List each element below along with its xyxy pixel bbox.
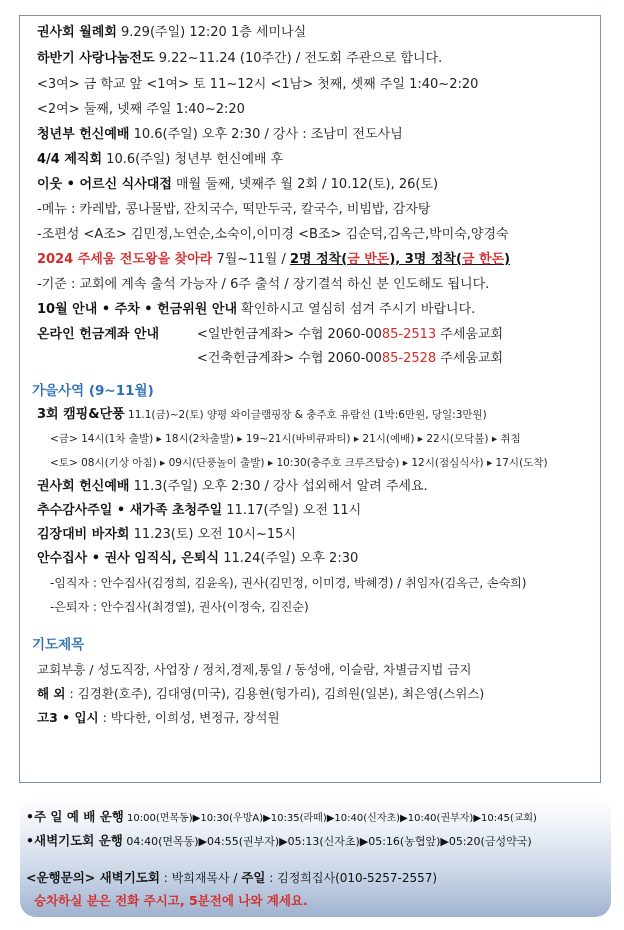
announce-line (37, 126, 403, 144)
bus-line (26, 809, 537, 827)
fall-line (37, 478, 428, 496)
fall-line: <토> 08시(기상 아침) ▸ 09시(단풍놀이 출발) ▸ 10:30(충주호 크루즈탑승) ▸ 12시(점심식사) ▸ 17시(도착) (50, 457, 548, 469)
item-detail: 매월 둘째, 넷째주 월 2회 / 10.12(토), 26(토) (171, 177, 439, 192)
announce-line: <3여> 금 학교 앞 <1여> 토 11~12시 <1남> 첫째, 셋째 주일 1:40~2:20 (37, 77, 479, 92)
announcement-box (19, 15, 601, 783)
item-title: 추수감사주일 • 새가족 초청주일 (37, 503, 223, 518)
account-line: <건축헌금계좌> 수협 2060-0085-2528 주세움교회 (197, 351, 504, 366)
item-detail: 9.22~11.24 (10주간) / 전도회 주관으로 합니다. (154, 51, 443, 66)
item-detail: 11.23(토) 오전 10시~15시 (129, 527, 296, 542)
item-detail: 11.17(주일) 오전 11시 (222, 503, 362, 518)
announce-line: -메뉴 : 카레밥, 콩나물밥, 잔치국수, 떡만두국, 칼국수, 비빔밥, 감자탕 (37, 202, 431, 217)
item-title: <운행문의> 새벽기도회 (26, 870, 160, 885)
item-title: 해 외 (37, 686, 66, 701)
section-title-fall: 가을사역 (9~11월) (32, 383, 154, 399)
item-title: 청년부 헌신예배 (37, 127, 130, 142)
item-detail: 11.1(금)~2(토) 양평 와이글램핑장 & 충주호 유람선 (1박:6만원, 당일:3만원) (124, 409, 487, 421)
item-detail: 확인하시고 열심히 섬겨 주시기 바랍니다. (237, 302, 476, 317)
item-title: 2024 주세움 전도왕을 찾아라 (37, 252, 213, 267)
fall-line: -은퇴자 : 안수집사(최경열), 권사(이정숙, 김진순) (50, 600, 309, 614)
announce-line (37, 24, 306, 42)
fall-line: -임직자 : 안수집사(김정희, 김윤옥), 권사(김민정, 이미경, 박혜경) / 취임자(김옥근, 손숙희) (50, 576, 527, 590)
announce-line: <2여> 둘째, 넷째 주일 1:40~2:20 (37, 102, 245, 117)
item-title: •주 일 예 배 운행 (26, 809, 124, 824)
announce-line: -기준 : 교회에 계속 출석 가능자 / 6주 출석 / 장기결석 하신 분 인도해도 됩니다. (37, 277, 490, 292)
item-detail: 10:00(면목동)▶10:30(우방A)▶10:35(라떼)▶10:40(신자초)▶10:40(권부자)▶10:45(교회) (123, 813, 537, 824)
item-title: 고3 • 입시 (37, 710, 99, 725)
item-detail: 11.3(주일) 오후 2:30 / 강사 섭외해서 알려 주세요. (129, 479, 428, 494)
fall-line: <금> 14시(1차 출발) ▸ 18시(2차출발) ▸ 19~21시(바비큐파티) ▸ 21시(예배) ▸ 22시(모닥불) ▸ 취침 (50, 433, 521, 445)
fall-line (37, 526, 296, 544)
announce-line (37, 151, 283, 169)
bus-info-panel (20, 797, 611, 917)
announce-line (37, 301, 475, 319)
item-detail: 7월~11월 / (212, 252, 290, 267)
item-title: 온라인 헌금계좌 안내 (37, 327, 160, 342)
announce-line: -조편성 <A조> 김민정,노연순,소숙이,이미경 <B조> 김순덕,김옥근,박미숙,양경숙 (37, 227, 509, 242)
account-line: <일반헌금계좌> 수협 2060-0085-2513 주세움교회 (197, 327, 504, 342)
announce-line (37, 251, 510, 269)
fall-line (37, 550, 358, 568)
prayer-line (37, 709, 280, 727)
item-detail: 04:40(면목동)▶04:55(권부자)▶05:13(신자초)▶05:16(농협앞)▶05:20(금성약국) (122, 835, 532, 848)
prize-text: 2명 정착(금 반돈), 3명 정착(금 한돈) (289, 252, 511, 267)
item-title: 김장대비 바자회 (37, 527, 130, 542)
section-title-prayer: 기도제목 (32, 637, 85, 653)
item-detail: 11.24(주일) 오후 2:30 (219, 551, 359, 566)
item-title: 4/4 제직회 (37, 152, 103, 167)
announce-line (37, 50, 442, 68)
item-title: 권사회 월례회 (37, 25, 117, 40)
contact-line: <운행문의> 새벽기도회 : 박희재목사 / 주일 : 김정희집사(010-5257-2557) (26, 870, 438, 885)
fall-line (37, 406, 487, 424)
notice-text: 승차하실 분은 전화 주시고, 5분전에 나와 계세요. (34, 893, 308, 908)
item-detail: 10.6(주일) 오후 2:30 / 강사 : 조남미 전도사님 (129, 127, 403, 142)
item-detail: : 박다한, 이희성, 변정규, 장석원 (98, 710, 280, 725)
item-title: 이웃 • 어르신 식사대접 (37, 177, 172, 192)
prayer-line (37, 685, 484, 703)
announce-line (37, 176, 438, 194)
item-title: 권사회 헌신예배 (37, 479, 130, 494)
announce-line (37, 326, 159, 344)
item-detail: : 김경환(호주), 김대영(미국), 김용현(헝가리), 김희원(일본), 최은영(스위스) (65, 686, 485, 701)
item-title: 하반기 사랑나눔전도 (37, 51, 155, 66)
item-title: 안수집사 • 권사 임직식, 은퇴식 (37, 551, 220, 566)
bus-line (26, 833, 532, 850)
prayer-line: 교회부흥 / 성도직장, 사업장 / 정치,경제,통일 / 동성애, 이슬람, 차별금지법 금지 (37, 662, 472, 677)
item-title: 3회 캠핑&단풍 (37, 407, 125, 422)
item-title: •새벽기도회 운행 (26, 833, 123, 848)
item-title: 10월 안내 • 주차 • 헌금위원 안내 (37, 302, 238, 317)
fall-line (37, 502, 361, 520)
item-detail: 10.6(주일) 청년부 헌신예배 후 (102, 152, 284, 167)
item-detail: 9.29(주일) 12:20 1층 세미나실 (116, 25, 307, 40)
